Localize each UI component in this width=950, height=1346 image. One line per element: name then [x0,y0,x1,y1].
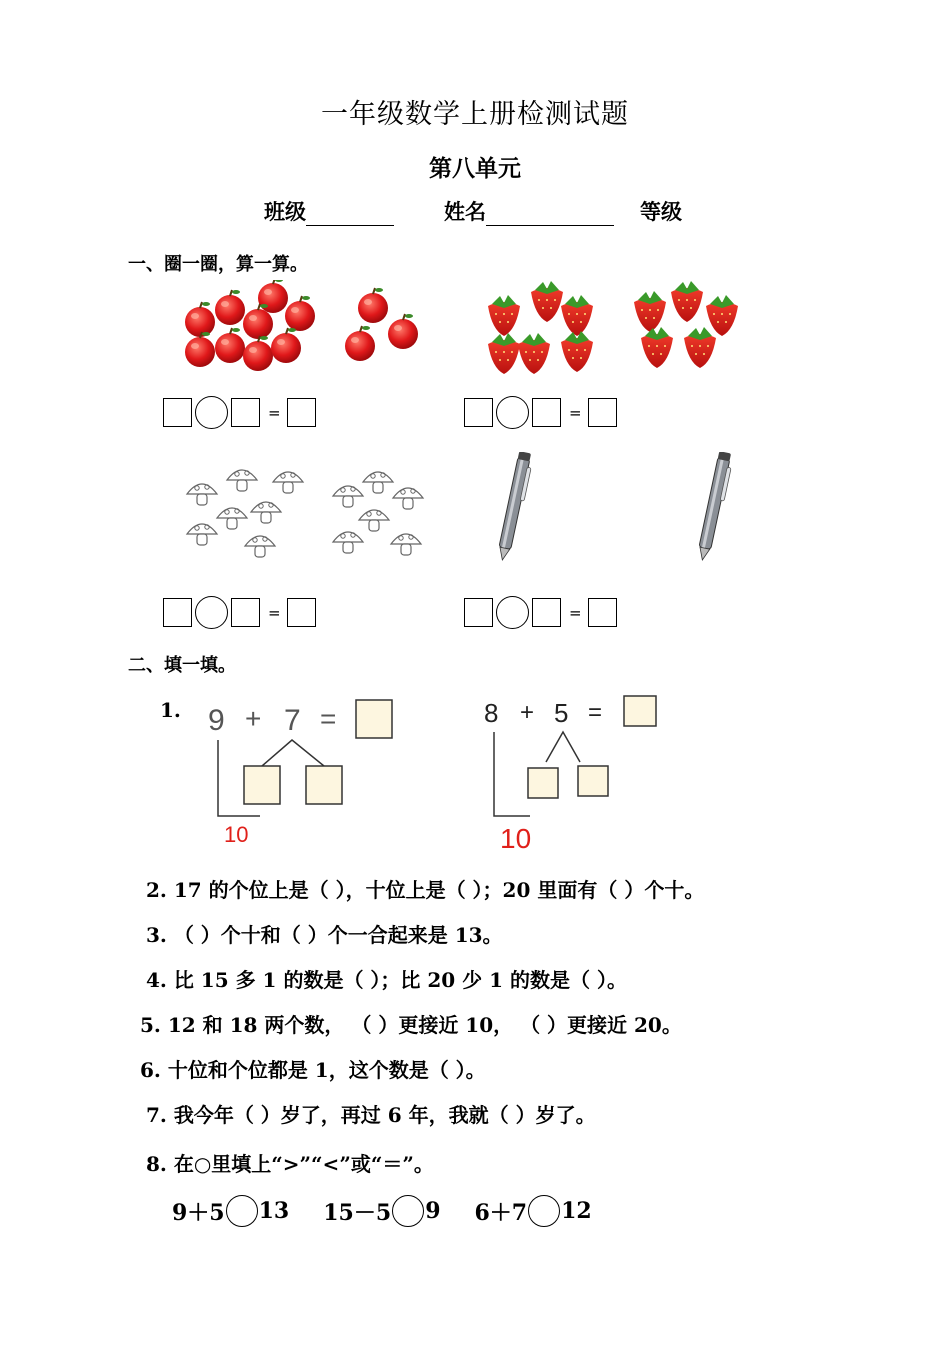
pens-picture [495,452,755,567]
class-field [264,196,394,226]
compare-circle[interactable] [528,1195,560,1227]
unit-subtitle: 第八单元 [429,155,521,182]
compare-item [475,1195,592,1227]
strawberry-icon [561,331,593,372]
answer-box[interactable] [231,598,260,627]
apple-icon [271,328,301,363]
apple-icon [215,328,245,363]
answer-box[interactable] [532,598,561,627]
mushroom-icon [393,488,423,509]
sum-box[interactable] [624,696,656,726]
mushrooms-picture [180,462,440,567]
split-lines [262,740,324,766]
question-2: 2. 17 的个位上是（ ），十位上是（ ）；20 里面有（ ）个十。 [146,878,705,902]
apple-icon [358,288,388,323]
pen-icon [696,452,734,562]
strawberry-icon-group [488,281,738,374]
strawberry-icon [706,295,738,336]
compare-item [172,1195,289,1227]
bracket-line [494,732,530,816]
apple-icon [345,326,375,361]
apple-icon [258,280,288,313]
operator-circle[interactable] [195,596,228,629]
section1-heading: 一、圈一圈，算一算。 [128,254,308,275]
addend-b: 7 [284,704,301,737]
apple-icon [243,336,273,371]
question-1-label: 1. [160,698,181,722]
operator-circle[interactable] [496,396,529,429]
mushroom-icon [273,472,303,493]
strawberry-icon [518,333,550,374]
mushroom-icon [251,502,281,523]
plus-sign: + [520,699,535,726]
apple-icon [185,302,215,337]
compare-right: 13 [258,1198,290,1224]
mushroom-icon-group [187,470,423,557]
mushroom-icon [333,532,363,553]
strawberry-icon [671,281,703,322]
split-box[interactable] [306,766,342,804]
plus-sign: + [245,703,262,734]
answer-box[interactable] [464,598,493,627]
equals-sign: = [268,403,281,422]
compare-row [172,1195,626,1227]
equals-sign: = [588,699,603,726]
section2-heading: 二、填一填。 [128,655,236,676]
equals-sign: = [320,703,337,734]
apple-icon-group [185,280,418,371]
grade-label: 等级 [640,199,682,224]
answer-box[interactable] [532,398,561,427]
strawberry-icon [561,295,593,336]
compare-right: 12 [561,1198,592,1224]
strawberry-icon [634,291,666,332]
ten-label: 10 [224,822,249,847]
mushroom-icon [391,534,421,555]
strawberry-icon [641,327,673,368]
mushroom-icon [363,472,393,493]
strawberries-picture [482,272,752,382]
addend-a: 9 [208,704,225,737]
compare-right: 9 [425,1198,441,1224]
strawberry-icon [488,333,520,374]
compare-circle[interactable] [226,1195,258,1227]
apple-icon [185,332,215,367]
make-ten-diagram-a [200,690,400,850]
strawberry-icon [531,281,563,322]
equals-sign: = [569,403,582,422]
class-label: 班级 [264,199,306,224]
question-3: 3. （ ）个十和（ ）个一合起来是 13。 [146,923,503,947]
question-5: 5. 12 和 18 两个数， （ ）更接近 10， （ ）更接近 20。 [140,1013,682,1037]
question-8: 8. 在○里填上“>”“<”或“＝”。 [146,1152,434,1176]
split-box[interactable] [244,766,280,804]
compare-left: 9＋5 [172,1199,225,1226]
make-ten-diagram-b [478,690,678,855]
equals-sign: = [569,603,582,622]
split-box[interactable] [528,768,558,798]
apples-picture [178,280,428,380]
question-6: 6. 十位和个位都是 1，这个数是（ ）。 [140,1058,486,1082]
equation-row-2a [163,596,316,629]
pen-icon [496,452,534,562]
sum-box[interactable] [356,700,392,738]
apple-icon [215,290,245,325]
result-box[interactable] [287,398,316,427]
result-box[interactable] [588,398,617,427]
mushroom-icon [187,484,217,505]
operator-circle[interactable] [195,396,228,429]
answer-box[interactable] [464,398,493,427]
mushroom-icon [333,486,363,507]
ten-label: 10 [500,823,532,854]
answer-box[interactable] [163,398,192,427]
equals-sign: = [268,603,281,622]
addend-b: 5 [554,698,569,728]
mushroom-icon [227,470,257,491]
result-box[interactable] [588,598,617,627]
split-box[interactable] [578,766,608,796]
apple-icon [388,314,418,349]
addend-a: 8 [484,698,499,728]
question-4: 4. 比 15 多 1 的数是（ ）；比 20 少 1 的数是（ ）。 [146,968,627,992]
apple-icon [285,296,315,331]
compare-item [323,1195,440,1227]
answer-box[interactable] [231,398,260,427]
question-7: 7. 我今年（ ）岁了，再过 6 年，我就（ ）岁了。 [146,1103,596,1127]
mushroom-icon [217,508,247,529]
mushroom-icon [359,510,389,531]
name-blank[interactable] [486,203,614,226]
grade-field [640,196,682,226]
mushroom-icon [245,536,275,557]
class-blank[interactable] [306,203,394,226]
name-label: 姓名 [444,199,486,224]
strawberry-icon [488,295,520,336]
operator-circle[interactable] [496,596,529,629]
answer-box[interactable] [163,598,192,627]
mushroom-icon [187,524,217,545]
name-field [444,196,614,226]
page-title: 一年级数学上册检测试题 [321,99,629,130]
equation-row-1a [163,396,316,429]
compare-left: 6＋7 [474,1199,528,1226]
strawberry-icon [684,327,716,368]
result-box[interactable] [287,598,316,627]
equation-row-2b [464,596,617,629]
split-lines [546,732,580,762]
equation-row-1b [464,396,617,429]
compare-circle[interactable] [392,1195,424,1227]
compare-left: 15－5 [323,1199,392,1226]
